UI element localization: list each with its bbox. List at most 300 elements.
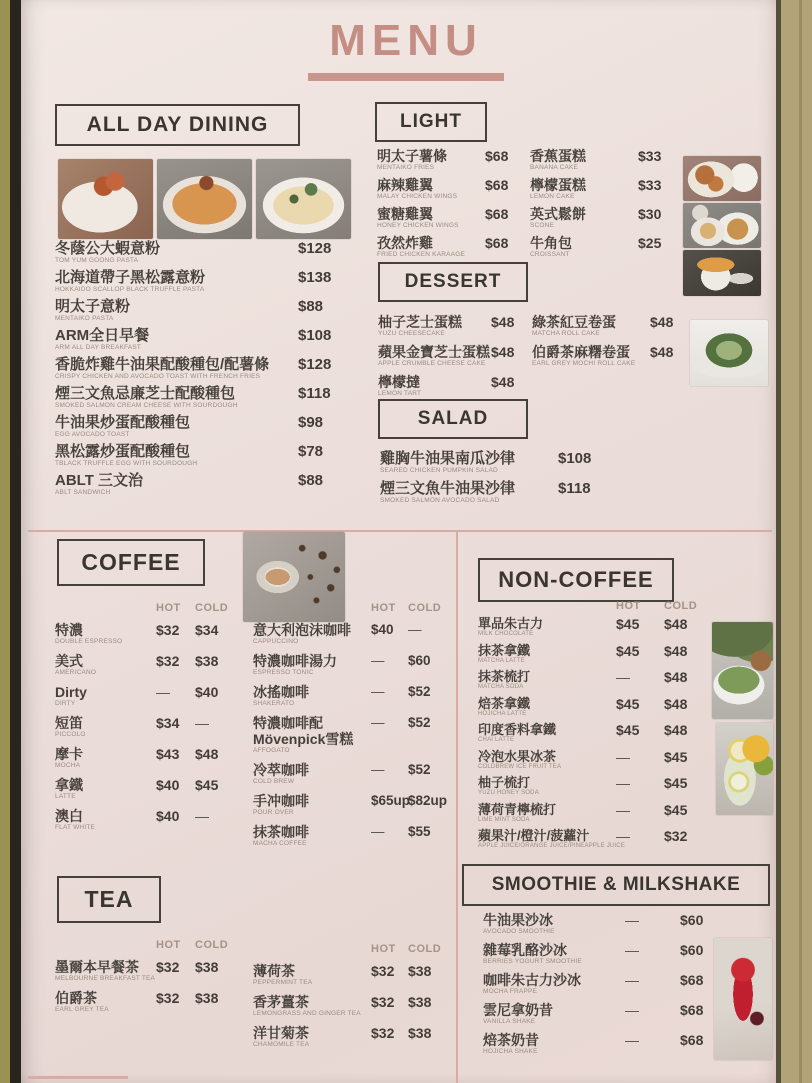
menu-item xyxy=(478,696,712,718)
menu-item xyxy=(253,1025,453,1049)
item-name-en: POUR OVER xyxy=(253,809,294,816)
item-name-zh: 北海道帶子黑松露意粉 xyxy=(55,269,206,286)
item-price-hot: — xyxy=(371,824,385,839)
item-price: $118 xyxy=(298,385,331,402)
item-name-zh: 檸檬蛋糕 xyxy=(530,177,586,193)
item-price-cold: $60 xyxy=(408,653,431,668)
item-name-zh: 柚子芝士蛋糕 xyxy=(378,314,462,330)
item-name-zh: 冰搖咖啡 xyxy=(253,684,309,700)
item-name-en: MENTAIKO PASTA xyxy=(55,315,114,322)
menu-item xyxy=(530,177,670,201)
light-list-col2 xyxy=(530,148,670,264)
item-name-en: FRIED CHICKEN KARAAGE xyxy=(377,251,465,258)
item-name-en: ARM ALL DAY BREAKFAST xyxy=(55,344,142,351)
menu-item xyxy=(55,715,240,739)
item-price-hot: — xyxy=(616,669,630,685)
item-price: $78 xyxy=(298,443,324,460)
item-name-zh: 雞胸牛油果南瓜沙律 xyxy=(380,450,516,467)
photo-truffle-pasta xyxy=(256,159,351,239)
dessert-list-col1 xyxy=(378,314,536,404)
hot-header: HOT xyxy=(156,939,181,951)
light-list-col1 xyxy=(377,148,517,264)
item-price-cold: — xyxy=(408,622,422,637)
coffee-price-table-right xyxy=(253,602,453,855)
item-price: $25 xyxy=(638,235,662,251)
item-text xyxy=(377,177,485,201)
item-price-hot: $45 xyxy=(616,616,640,632)
item-name-en: VANILLA SHAKE xyxy=(483,1018,536,1025)
menu-item xyxy=(55,959,240,983)
item-name-en: HONEY CHICKEN WINGS xyxy=(377,222,459,229)
menu-item xyxy=(253,762,453,786)
item-name-zh: 墨爾本早餐茶 xyxy=(55,959,139,975)
item-name-en: LEMON TART xyxy=(378,390,422,397)
item-price-cold: $60 xyxy=(680,912,704,928)
item-price-hot: — xyxy=(625,942,639,958)
item-name-en: TBLACK TRUFFLE EGG WITH SOURDOUGH xyxy=(55,460,198,467)
item-price-cold: $38 xyxy=(195,653,219,669)
item-text xyxy=(55,240,298,265)
item-name-zh: 短笛 xyxy=(55,715,83,731)
item-name-en: DOUBLE ESPRESSO xyxy=(55,638,123,645)
item-price-hot: — xyxy=(371,715,385,730)
item-name-en: APPLE JUICE/ORANGE JUICE/PINEAPPLE JUICE xyxy=(478,843,626,849)
item-name-zh: 薄荷青檸梳打 xyxy=(478,801,557,817)
item-text xyxy=(253,622,371,646)
menu-item xyxy=(378,374,536,398)
coffee-price-table-left xyxy=(55,602,240,839)
item-price: $33 xyxy=(638,177,662,193)
hot-header: HOT xyxy=(616,600,641,612)
item-name-zh: 蜜糖雞翼 xyxy=(377,206,433,222)
item-name-en: TOM YUM GOONG PASTA xyxy=(55,257,139,264)
menu-item xyxy=(532,344,697,368)
menu-item xyxy=(55,746,240,770)
item-text xyxy=(55,959,156,983)
item-name-en: DIRTY xyxy=(55,700,76,707)
menu-item xyxy=(483,1032,726,1056)
item-text xyxy=(55,327,298,352)
item-price-hot: — xyxy=(616,828,630,844)
menu-item xyxy=(483,942,726,966)
item-name-en: EGG AVOCADO TOAST xyxy=(55,431,130,438)
item-text xyxy=(478,749,616,771)
item-name-zh: 雜莓乳酪沙冰 xyxy=(483,942,567,958)
item-text xyxy=(253,762,371,786)
item-name-zh: 洋甘菊茶 xyxy=(253,1025,309,1041)
item-price-hot: — xyxy=(625,1002,639,1018)
item-name-en: YUZU HONEY SODA xyxy=(478,790,539,796)
item-text xyxy=(253,715,371,755)
item-price-cold: $40 xyxy=(195,684,219,700)
photo-tom-yum-pasta xyxy=(58,159,153,239)
menu-item xyxy=(55,327,350,352)
item-name-en: AMERICANO xyxy=(55,669,97,676)
item-name-zh: 牛角包 xyxy=(530,235,572,251)
item-text xyxy=(378,374,491,398)
item-price: $118 xyxy=(558,480,591,497)
non-coffee-price-table xyxy=(478,600,712,855)
item-text xyxy=(55,385,298,410)
item-price-cold: — xyxy=(195,808,209,824)
item-name-zh: 英式鬆餅 xyxy=(530,206,586,222)
item-text xyxy=(55,472,298,497)
menu-item xyxy=(55,684,240,708)
menu-item xyxy=(380,480,630,505)
item-price-hot: $32 xyxy=(156,653,180,669)
item-name-zh: 意大利泡沫咖啡 xyxy=(253,622,351,638)
item-name-en: MATCHA LATTE xyxy=(478,657,525,664)
item-price: $30 xyxy=(638,206,662,222)
vertical-divider xyxy=(456,530,458,1083)
item-price-hot: $32 xyxy=(156,959,180,975)
menu-item xyxy=(377,177,517,201)
menu-item xyxy=(253,622,453,646)
menu-item xyxy=(55,443,350,468)
photo-mentaiko-pasta xyxy=(157,159,252,239)
item-name-zh: 伯爵茶 xyxy=(55,990,97,1006)
item-text xyxy=(253,793,371,817)
item-text xyxy=(478,828,626,850)
item-text xyxy=(377,206,485,230)
item-text xyxy=(253,963,371,987)
item-name-zh: 冷泡水果冰茶 xyxy=(478,748,557,764)
item-text xyxy=(377,235,485,259)
item-price-cold: $48 xyxy=(664,722,688,738)
item-name-zh: 摩卡 xyxy=(55,746,83,762)
item-name-zh: 香茅薑茶 xyxy=(253,994,309,1010)
menu-item xyxy=(55,269,350,294)
item-name-en: SEARED CHICKEN PUMPKIN SALAD xyxy=(380,467,498,474)
menu-item xyxy=(377,235,517,259)
item-text xyxy=(55,808,156,832)
left-frame-bar xyxy=(10,0,21,1083)
item-name-en: CROISSANT xyxy=(530,251,570,258)
item-name-zh: 薄荷茶 xyxy=(253,963,295,979)
item-price-cold: $52 xyxy=(408,762,431,777)
menu-item xyxy=(378,314,536,338)
item-price-hot: $32 xyxy=(371,1025,395,1041)
menu-item xyxy=(55,472,350,497)
item-price-hot: $40 xyxy=(156,777,180,793)
item-price-hot: — xyxy=(156,684,170,700)
item-name-zh: ABLT 三文治 xyxy=(55,472,144,489)
item-name-zh: ARM全日早餐 xyxy=(55,327,150,344)
item-text xyxy=(55,298,298,323)
item-text xyxy=(55,746,156,770)
item-name-en: HOJICHA LATTE xyxy=(478,710,527,717)
item-price-cold: $82up xyxy=(408,793,448,808)
item-price-hot: $45 xyxy=(616,722,640,738)
item-text xyxy=(55,990,156,1014)
item-name-zh: 香蕉蛋糕 xyxy=(530,148,586,164)
item-name-zh: 焙茶拿鐵 xyxy=(478,695,531,711)
item-price-hot: — xyxy=(616,775,630,791)
item-price-cold: $48 xyxy=(664,669,688,685)
item-name-en: COLDBREW ICE FRUIT TEA xyxy=(478,763,562,770)
item-name-zh: 特濃咖啡湯力 xyxy=(253,653,337,669)
item-name-en: HOKKAIDO SCALLOP BLACK TRUFFLE PASTA xyxy=(55,286,205,293)
item-price-cold: $45 xyxy=(195,777,219,793)
item-name-zh: 煙三文魚忌廉芝士配酸種包 xyxy=(55,385,236,402)
item-price-cold: $45 xyxy=(664,801,688,818)
menu-item xyxy=(55,622,240,646)
item-name-zh: 伯爵茶麻糬卷蛋 xyxy=(532,344,630,360)
menu-item xyxy=(532,314,697,338)
item-name-zh: 澳白 xyxy=(55,808,83,824)
photo-scones xyxy=(683,203,761,248)
item-text xyxy=(532,314,650,338)
hot-header: HOT xyxy=(371,602,396,614)
item-name-en: CHAI LATTE xyxy=(478,737,515,743)
menu-item xyxy=(253,715,453,755)
section-header-non-coffee: NON-COFFEE xyxy=(478,558,674,602)
item-text xyxy=(478,775,616,797)
item-text xyxy=(377,148,485,172)
item-name-en: CAPPUCCINO xyxy=(253,638,299,645)
price-column-headers xyxy=(253,602,453,614)
menu-item xyxy=(483,972,726,996)
item-text xyxy=(483,912,625,936)
item-price-hot: $32 xyxy=(156,622,180,638)
item-text xyxy=(253,684,371,708)
price-column-headers xyxy=(55,939,240,951)
item-price-hot: $65up xyxy=(371,793,411,808)
item-name-zh: 柚子梳打 xyxy=(478,775,531,790)
section-header-dessert: DESSERT xyxy=(378,262,528,302)
menu-item xyxy=(478,722,712,744)
item-text xyxy=(483,972,625,996)
item-price-cold: $38 xyxy=(408,963,432,979)
item-text xyxy=(532,344,650,368)
item-price-cold: $48 xyxy=(664,642,688,659)
item-price-cold: $52 xyxy=(408,715,431,730)
item-price: $138 xyxy=(298,269,332,286)
cold-header: COLD xyxy=(195,939,229,951)
menu-item xyxy=(478,643,712,665)
item-name-zh: 印度香料拿鐵 xyxy=(478,722,557,737)
menu-item xyxy=(380,450,630,475)
menu-item xyxy=(478,669,712,691)
item-name-en: MALAY CHICKEN WINGS xyxy=(377,193,458,200)
cold-header: COLD xyxy=(408,943,442,955)
item-name-en: MELBOURNE BREAKFAST TEA xyxy=(55,975,156,982)
menu-item xyxy=(55,653,240,677)
item-price-cold: $68 xyxy=(680,1002,704,1018)
item-name-en: MOCHA xyxy=(55,762,81,769)
menu-item xyxy=(478,802,712,824)
item-name-zh: 單品朱古力 xyxy=(478,616,544,631)
cold-header: COLD xyxy=(408,602,442,614)
item-name-zh2: Mövenpick雪糕 xyxy=(253,731,354,747)
photo-matcha-roll-cake xyxy=(690,320,768,386)
item-text xyxy=(253,824,371,848)
item-name-zh: 明太子薯條 xyxy=(377,148,447,164)
item-price-hot: $43 xyxy=(156,746,180,762)
item-price-cold: $38 xyxy=(408,994,432,1010)
item-price-cold: $32 xyxy=(664,828,688,844)
menu-item xyxy=(55,777,240,801)
wall-groove-line xyxy=(799,0,802,1083)
item-text xyxy=(378,314,491,338)
item-name-en: SMOKED SALMON AVOCADO SALAD xyxy=(380,497,500,504)
item-text xyxy=(483,942,625,966)
item-price-hot: $34 xyxy=(156,715,180,731)
item-price: $108 xyxy=(558,450,592,467)
dessert-list-col2 xyxy=(532,314,697,374)
item-price: $68 xyxy=(485,148,509,164)
item-name-en: LEMONGRASS AND GINGER TEA xyxy=(253,1010,361,1017)
item-name-en: LIME MINT SODA xyxy=(478,816,530,823)
item-name-en: CHAMOMILE TEA xyxy=(253,1041,310,1048)
item-price-cold: $34 xyxy=(195,622,219,638)
menu-item xyxy=(478,775,712,797)
item-name-zh: 綠茶紅豆卷蛋 xyxy=(532,314,616,330)
item-name-zh: 抹茶梳打 xyxy=(478,669,531,684)
item-price: $88 xyxy=(298,298,324,315)
menu-item xyxy=(55,808,240,832)
section-header-coffee: COFFEE xyxy=(57,539,205,586)
tea-price-table-left xyxy=(55,939,240,1021)
item-price-hot: $40 xyxy=(156,808,180,824)
item-price-hot: $45 xyxy=(616,695,640,712)
price-column-headers xyxy=(253,943,453,955)
item-name-zh: 抹茶拿鐵 xyxy=(478,642,531,658)
item-price-cold: $38 xyxy=(408,1025,432,1041)
item-name-en: AVOCADO SMOOTHIE xyxy=(483,928,555,935)
item-price: $48 xyxy=(491,374,515,390)
item-name-en: BANANA CAKE xyxy=(530,164,579,171)
section-header-tea: TEA xyxy=(57,876,161,923)
item-name-en: APPLE CRUMBLE CHEESE CAKE xyxy=(378,360,486,367)
photo-berry-smoothie xyxy=(714,938,772,1060)
item-price-hot: $45 xyxy=(616,642,640,659)
item-name-en: SMOKED SALMON CREAM CHEESE WITH SOURDOUGH xyxy=(55,402,238,409)
item-name-zh: 美式 xyxy=(55,653,83,669)
item-price-cold: $48 xyxy=(664,695,688,712)
item-name-zh: 黑松露炒蛋配酸種包 xyxy=(55,443,191,460)
menu-item xyxy=(55,414,350,439)
item-price: $68 xyxy=(485,235,509,251)
menu-item xyxy=(377,206,517,230)
item-name-en: SHAKERATO xyxy=(253,700,295,707)
menu-item xyxy=(478,616,712,638)
cold-header: COLD xyxy=(195,602,229,614)
item-name-en: FLAT WHITE xyxy=(55,824,96,831)
item-price-cold: $60 xyxy=(680,942,704,958)
item-name-en: YUZU CHEESECAKE xyxy=(378,330,445,337)
item-text xyxy=(478,696,616,718)
item-text xyxy=(483,1032,625,1056)
item-price-hot: $32 xyxy=(371,963,395,979)
menu-item xyxy=(483,912,726,936)
item-text xyxy=(478,669,616,691)
item-name-en: CRISPY CHICKEN AND AVOCADO TOAST WITH FRENCH FRIES xyxy=(55,373,261,380)
menu-item xyxy=(55,356,350,381)
price-column-headers xyxy=(478,600,712,612)
item-text xyxy=(478,802,616,824)
bottom-divider-segment xyxy=(28,1076,128,1079)
all-day-dining-list xyxy=(55,240,350,501)
menu-item xyxy=(253,963,453,987)
item-price-hot: — xyxy=(625,972,639,988)
item-name-en: COLD BREW xyxy=(253,778,295,785)
item-price-cold: — xyxy=(195,715,209,731)
item-name-zh: 手冲咖啡 xyxy=(253,793,309,809)
item-price-cold: $68 xyxy=(680,1032,704,1048)
item-text xyxy=(530,235,638,259)
item-name-en: HOJICHA SHAKE xyxy=(483,1048,538,1055)
item-text xyxy=(55,715,156,739)
menu-item xyxy=(253,793,453,817)
item-name-zh: 焙茶奶昔 xyxy=(483,1032,539,1048)
item-text xyxy=(530,148,638,172)
item-text xyxy=(253,994,371,1018)
item-name-zh: 牛油果炒蛋配酸種包 xyxy=(55,414,191,431)
item-price-hot: — xyxy=(371,653,385,668)
menu-item xyxy=(253,653,453,677)
item-name-zh: 冷萃咖啡 xyxy=(253,762,309,778)
item-name-en: LEMON CAKE xyxy=(530,193,575,200)
item-name-zh: 明太子意粉 xyxy=(55,298,131,315)
menu-item xyxy=(253,684,453,708)
item-name-zh: 抹茶咖啡 xyxy=(253,824,309,840)
price-column-headers xyxy=(55,602,240,614)
section-header-smoothie-milkshake: SMOOTHIE & MILKSHAKE xyxy=(462,864,770,906)
item-text xyxy=(380,450,558,475)
left-wall-edge xyxy=(0,0,10,1083)
item-price-hot: — xyxy=(616,748,630,765)
item-price-cold: $68 xyxy=(680,972,704,988)
item-name-en: BERRIES YOGURT SMOOTHIE xyxy=(483,958,582,965)
item-text xyxy=(478,643,616,665)
item-price-cold: $55 xyxy=(408,824,431,839)
smoothie-price-table xyxy=(483,912,726,1062)
item-text xyxy=(530,177,638,201)
item-name-zh: 冬蔭公大蝦意粉 xyxy=(55,240,161,257)
item-text xyxy=(55,684,156,708)
item-price: $48 xyxy=(491,344,515,360)
right-wall xyxy=(776,0,812,1083)
item-name-en: PICCOLO xyxy=(55,731,86,738)
item-price-cold: $48 xyxy=(664,616,688,632)
menu-item xyxy=(478,749,712,771)
item-price: $48 xyxy=(491,314,515,330)
menu-item xyxy=(55,990,240,1014)
item-name-en: MENTAIKO FRIES xyxy=(377,164,435,171)
item-text xyxy=(478,722,616,744)
item-text xyxy=(478,616,616,638)
photo-fries xyxy=(683,250,761,296)
photo-chicken-wings xyxy=(683,156,761,201)
item-price: $68 xyxy=(485,206,509,222)
menu-item xyxy=(55,240,350,265)
item-price-cold: $38 xyxy=(195,959,219,975)
item-name-en: MOCHA FRAPPE xyxy=(483,988,538,995)
menu-item xyxy=(378,344,536,368)
item-price: $33 xyxy=(638,148,662,164)
item-text xyxy=(55,414,298,439)
item-price: $88 xyxy=(298,472,324,489)
item-price: $128 xyxy=(298,240,332,257)
item-text xyxy=(378,344,491,368)
item-price-cold: $45 xyxy=(664,775,688,791)
item-name-en: MATCHA SODA xyxy=(478,684,524,690)
menu-item xyxy=(253,994,453,1018)
item-price-cold: $45 xyxy=(664,748,688,765)
item-name-en: LATTE xyxy=(55,793,76,800)
item-price: $48 xyxy=(650,314,674,330)
